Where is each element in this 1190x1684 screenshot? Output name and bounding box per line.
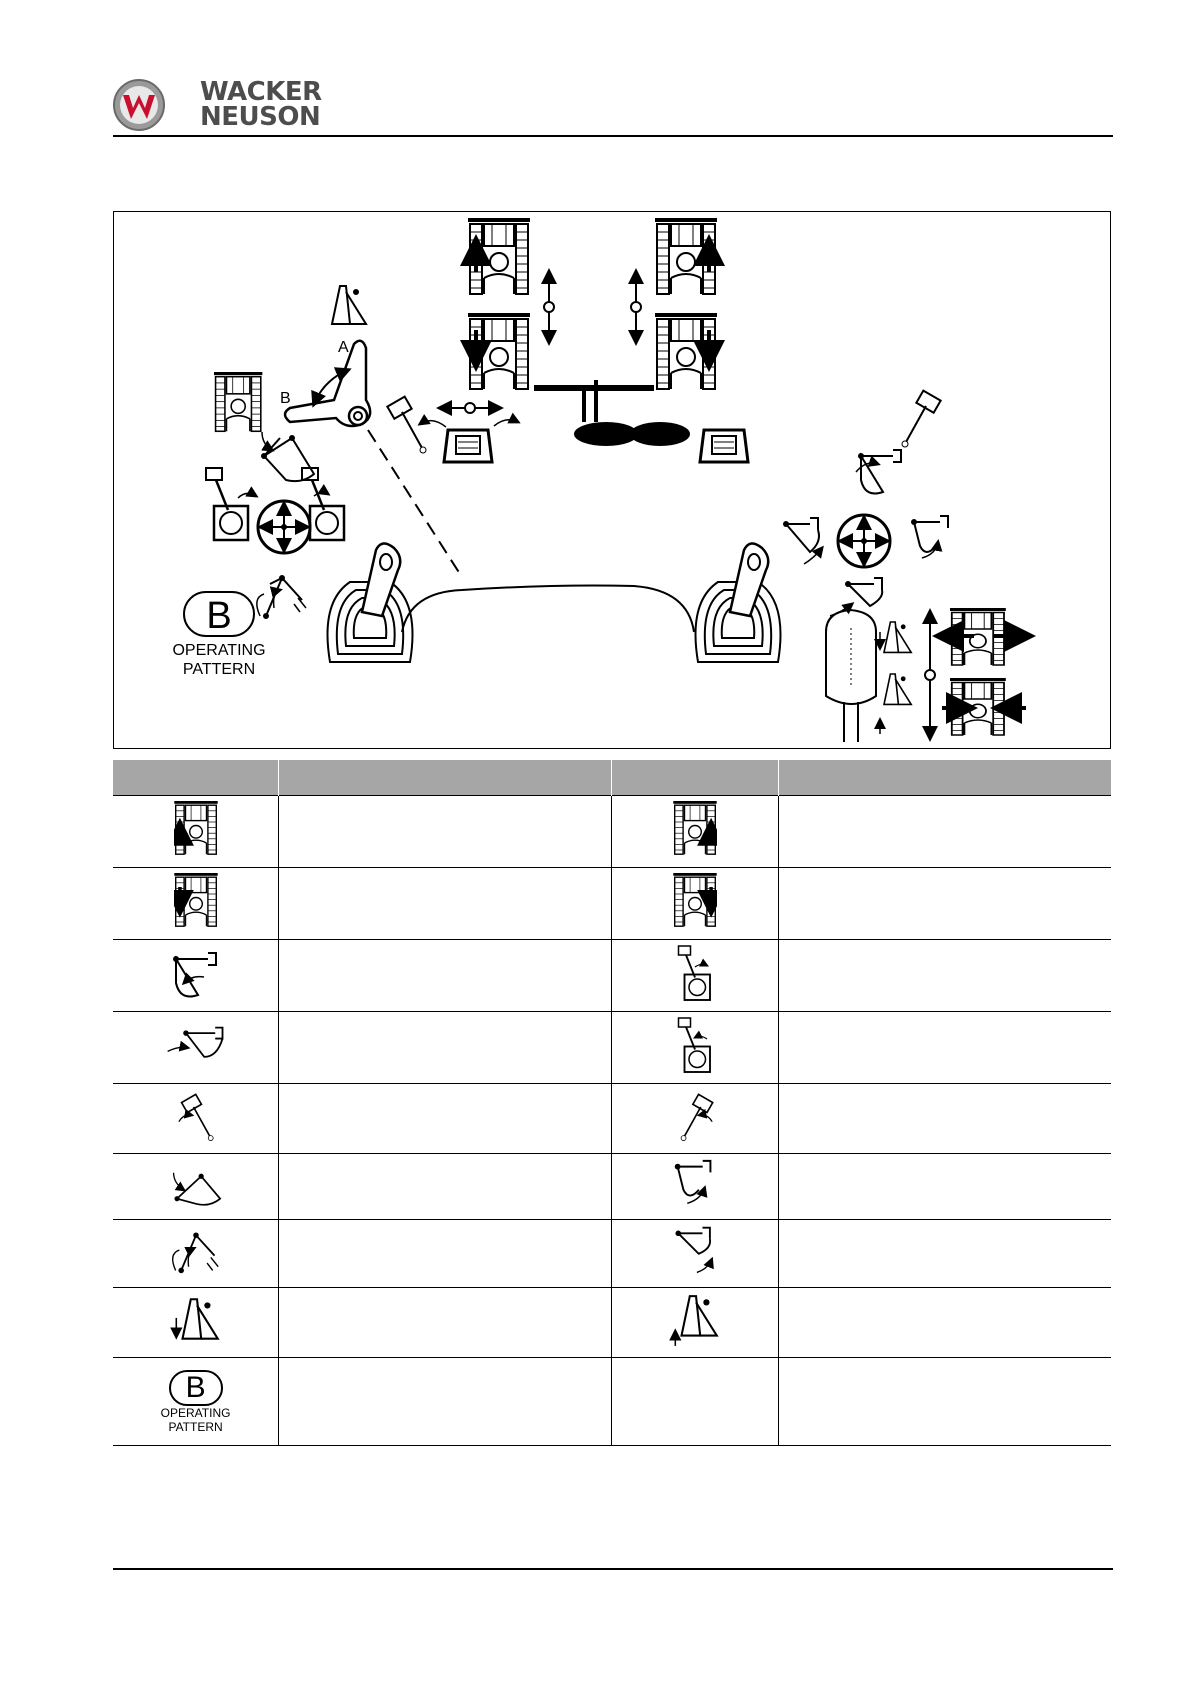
table-row bbox=[113, 796, 1111, 868]
left-joystick-icons bbox=[206, 432, 344, 619]
boom-lower-icon bbox=[113, 1154, 279, 1220]
bucket-dump-icon bbox=[612, 1220, 778, 1288]
boom-swing-right-icon bbox=[113, 1084, 279, 1154]
pattern-line-1: OPERATING bbox=[160, 1405, 231, 1420]
brand-line-1: WACKER bbox=[200, 77, 322, 107]
function-description bbox=[778, 940, 1111, 1012]
right-joystick bbox=[696, 543, 781, 662]
label-b: B bbox=[280, 390, 291, 407]
function-description bbox=[279, 796, 612, 868]
function-description bbox=[778, 868, 1111, 940]
function-description bbox=[279, 1220, 612, 1288]
function-description bbox=[778, 1154, 1111, 1220]
function-description bbox=[778, 796, 1111, 868]
boom-raise-icon bbox=[113, 1220, 279, 1288]
left-track-reverse-diagram bbox=[468, 313, 530, 389]
pattern-line-2: PATTERN bbox=[168, 1419, 223, 1434]
wacker-neuson-logo-icon bbox=[112, 78, 166, 132]
function-description bbox=[279, 1012, 612, 1084]
table-row bbox=[113, 868, 1111, 940]
left-track-forward-diagram bbox=[468, 218, 530, 294]
right-joystick-icons bbox=[783, 450, 948, 616]
right-track-reverse-icon bbox=[612, 868, 778, 940]
function-description bbox=[279, 1358, 612, 1446]
brand-line-2: NEUSON bbox=[200, 102, 321, 132]
table-header-row bbox=[113, 760, 1111, 796]
header-cell bbox=[612, 760, 778, 796]
slew-left-icon bbox=[612, 1012, 778, 1084]
function-description bbox=[778, 1220, 1111, 1288]
table-row bbox=[113, 1288, 1111, 1358]
function-description bbox=[279, 1084, 612, 1154]
function-description bbox=[279, 868, 612, 940]
seat-outline bbox=[402, 586, 694, 633]
operating-pattern-b-icon bbox=[113, 1358, 279, 1446]
header-cell bbox=[778, 760, 1111, 796]
swing-pedal-center bbox=[444, 430, 492, 462]
function-description bbox=[778, 1012, 1111, 1084]
header-cell bbox=[279, 760, 612, 796]
pattern-letter: B bbox=[206, 595, 232, 637]
blade-lower-icon bbox=[113, 1288, 279, 1358]
label-a: A bbox=[338, 339, 349, 356]
table-row bbox=[113, 1084, 1111, 1154]
table-row bbox=[113, 940, 1111, 1012]
function-description bbox=[778, 1084, 1111, 1154]
left-track-forward-icon bbox=[113, 796, 279, 868]
right-track-forward-icon bbox=[612, 796, 778, 868]
right-track-reverse-diagram bbox=[655, 313, 717, 389]
controls-illustration bbox=[114, 212, 1112, 750]
function-description bbox=[778, 1358, 1111, 1446]
footer-divider bbox=[113, 1568, 1113, 1570]
blade-lever bbox=[826, 608, 1028, 742]
bucket-curl-icon bbox=[612, 1154, 778, 1220]
brand-wordmark bbox=[200, 77, 322, 132]
left-joystick bbox=[328, 543, 413, 662]
blade-raise-icon bbox=[612, 1288, 778, 1358]
dipper-arm-out-icon bbox=[113, 940, 279, 1012]
function-description bbox=[279, 940, 612, 1012]
operating-pattern-badge bbox=[172, 592, 265, 678]
header-divider bbox=[113, 135, 1113, 137]
function-description bbox=[778, 1288, 1111, 1358]
pattern-letter: B bbox=[169, 1370, 223, 1406]
function-table bbox=[113, 760, 1111, 1446]
header-cell bbox=[113, 760, 279, 796]
function-description bbox=[279, 1288, 612, 1358]
empty-icon-cell bbox=[612, 1358, 778, 1446]
left-track-reverse-icon bbox=[113, 868, 279, 940]
swing-pedal-right bbox=[700, 430, 748, 462]
table-row bbox=[113, 1220, 1111, 1288]
travel-lever-arrows bbox=[544, 272, 641, 342]
right-track-forward-diagram bbox=[655, 218, 717, 294]
table-row bbox=[113, 1012, 1111, 1084]
table-row bbox=[113, 1154, 1111, 1220]
controls-diagram bbox=[113, 211, 1111, 749]
pattern-line-1: OPERATING bbox=[172, 642, 266, 659]
table-row bbox=[113, 1358, 1111, 1446]
boom-swing-left-icon bbox=[612, 1084, 778, 1154]
function-description bbox=[279, 1154, 612, 1220]
slew-right-icon bbox=[612, 940, 778, 1012]
pattern-line-2: PATTERN bbox=[182, 661, 256, 678]
pattern-change-lever bbox=[214, 286, 460, 574]
dipper-arm-in-icon bbox=[113, 1012, 279, 1084]
